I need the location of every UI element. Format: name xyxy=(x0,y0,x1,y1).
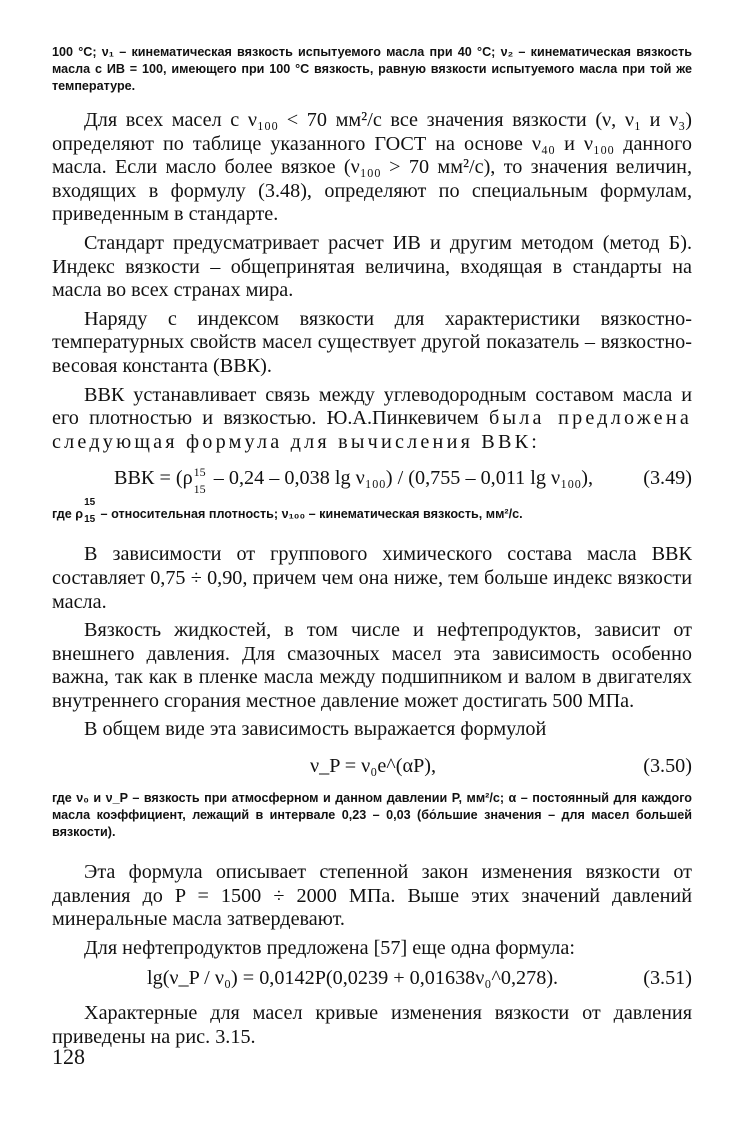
top-footnote: 100 °C; ν₁ – кинематическая вязкость испытуемого масла при 40 °C; ν₂ – кинематическая вязкость масла с ИВ = 100, имеющего при 100 °C вязкость, равную вязкости испытуемого масла при той же температуре. xyxy=(52,45,692,93)
paragraph-6: Вязкость жидкостей, в том числе и нефтепродуктов, зависит от внешнего давления. Для смазочных масел эта зависимость особенно важна, так как в пленке масла между подшипником и валом в двигателях внутреннего сгорания местное давление может достигать 500 МПа. xyxy=(52,619,692,712)
formula-3-50-note: где ν₀ и ν_P – вязкость при атмосферном и данном давлении P, мм²/с; α – постоянный для каждого масла коэффициент, лежащий в интервале 0,23 – 0,03 (бо́льшие значения – для масел большей вязкости). xyxy=(52,791,692,840)
formula-3-51-number: (3.51) xyxy=(643,967,692,990)
formula-3-49-number: (3.49) xyxy=(643,467,692,490)
formula-3-51-body: lg(ν_P / ν₀) = 0,0142P(0,0239 + 0,01638ν₀^0,278). xyxy=(147,967,559,990)
rho-sup: 15 xyxy=(193,465,206,480)
formula-3-50 xyxy=(52,750,692,784)
formula-3-49-note xyxy=(52,497,692,526)
paragraph-2: Стандарт предусматривает расчет ИВ и другим методом (метод Б). Индекс вязкости – общепринятая величина, входящая в стандарты на масла во всех странах мира. xyxy=(52,231,692,302)
paragraph-7: В общем виде эта зависимость выражается формулой xyxy=(84,718,547,741)
formula-3-50-body: ν_P = ν₀e^(αP), xyxy=(310,755,437,778)
note-rho-sub: 15 xyxy=(84,514,96,526)
paragraph-10: Характерные для масел кривые изменения вязкости от давления приведены на рис. 3.15. xyxy=(52,1002,692,1049)
rho-sub: 15 xyxy=(193,482,206,497)
formula-3-49-rhs: – 0,24 – 0,038 lg ν₁₀₀) / (0,755 – 0,011 lg ν₁₀₀), xyxy=(208,467,594,490)
rho-indices xyxy=(193,465,209,497)
paragraph-4-part-a: ВВК устанавливает связь между углеводородным составом масла и его плотностью и вязкостью. Ю.А.Пинкевичем xyxy=(52,383,692,430)
formula-3-49 xyxy=(52,462,692,496)
note-rho-sup: 15 xyxy=(84,497,96,509)
paragraph-4-part-b: была предложена следующая формула для вычисления ВВК: xyxy=(52,407,693,453)
note-rho-indices xyxy=(83,497,97,526)
paragraph-9: Для нефтепродуктов предложена [57] еще одна формула: xyxy=(84,936,575,959)
paragraph-3: Наряду с индексом вязкости для характеристики вязкостно-температурных свойств масел существует другой показатель – вязкостно-весовая константа (ВВК). xyxy=(52,307,692,377)
paragraph-8: Эта формула описывает степенной закон изменения вязкости от давления до P = 1500 ÷ 2000 МПа. Выше этих значений давлений минеральные масла затвердевают. xyxy=(52,861,692,931)
paragraph-4 xyxy=(52,384,692,455)
page-content xyxy=(52,44,692,1050)
page-number: 128 xyxy=(52,1044,85,1069)
formula-3-50-number: (3.50) xyxy=(643,755,692,778)
note-349-post: – относительная плотность; ν₁₀₀ – кинематическая вязкость, мм²/с. xyxy=(97,507,523,522)
formula-3-49-body xyxy=(114,465,594,497)
formula-3-51 xyxy=(52,962,692,996)
formula-3-49-lhs: ВВК = (ρ xyxy=(114,467,193,490)
paragraph-5: В зависимости от группового химического состава масла ВВК составляет 0,75 ÷ 0,90, причем чем она ниже, тем больше индекс вязкости масла. xyxy=(52,543,692,613)
note-349-pre: где ρ xyxy=(52,507,84,522)
paragraph-1: Для всех масел с ν₁₀₀ < 70 мм²/с все значения вязкости (ν, ν₁ и ν₃) определяют по таблице указанного ГОСТ на основе ν₄₀ и ν₁₀₀ данного масла. Если масло более вязкое (ν₁₀₀ > 70 мм²/с), то значения величин, входящих в формулу (3.48), определяют по специальным формулам, приведенным в стандарте. xyxy=(52,109,692,226)
